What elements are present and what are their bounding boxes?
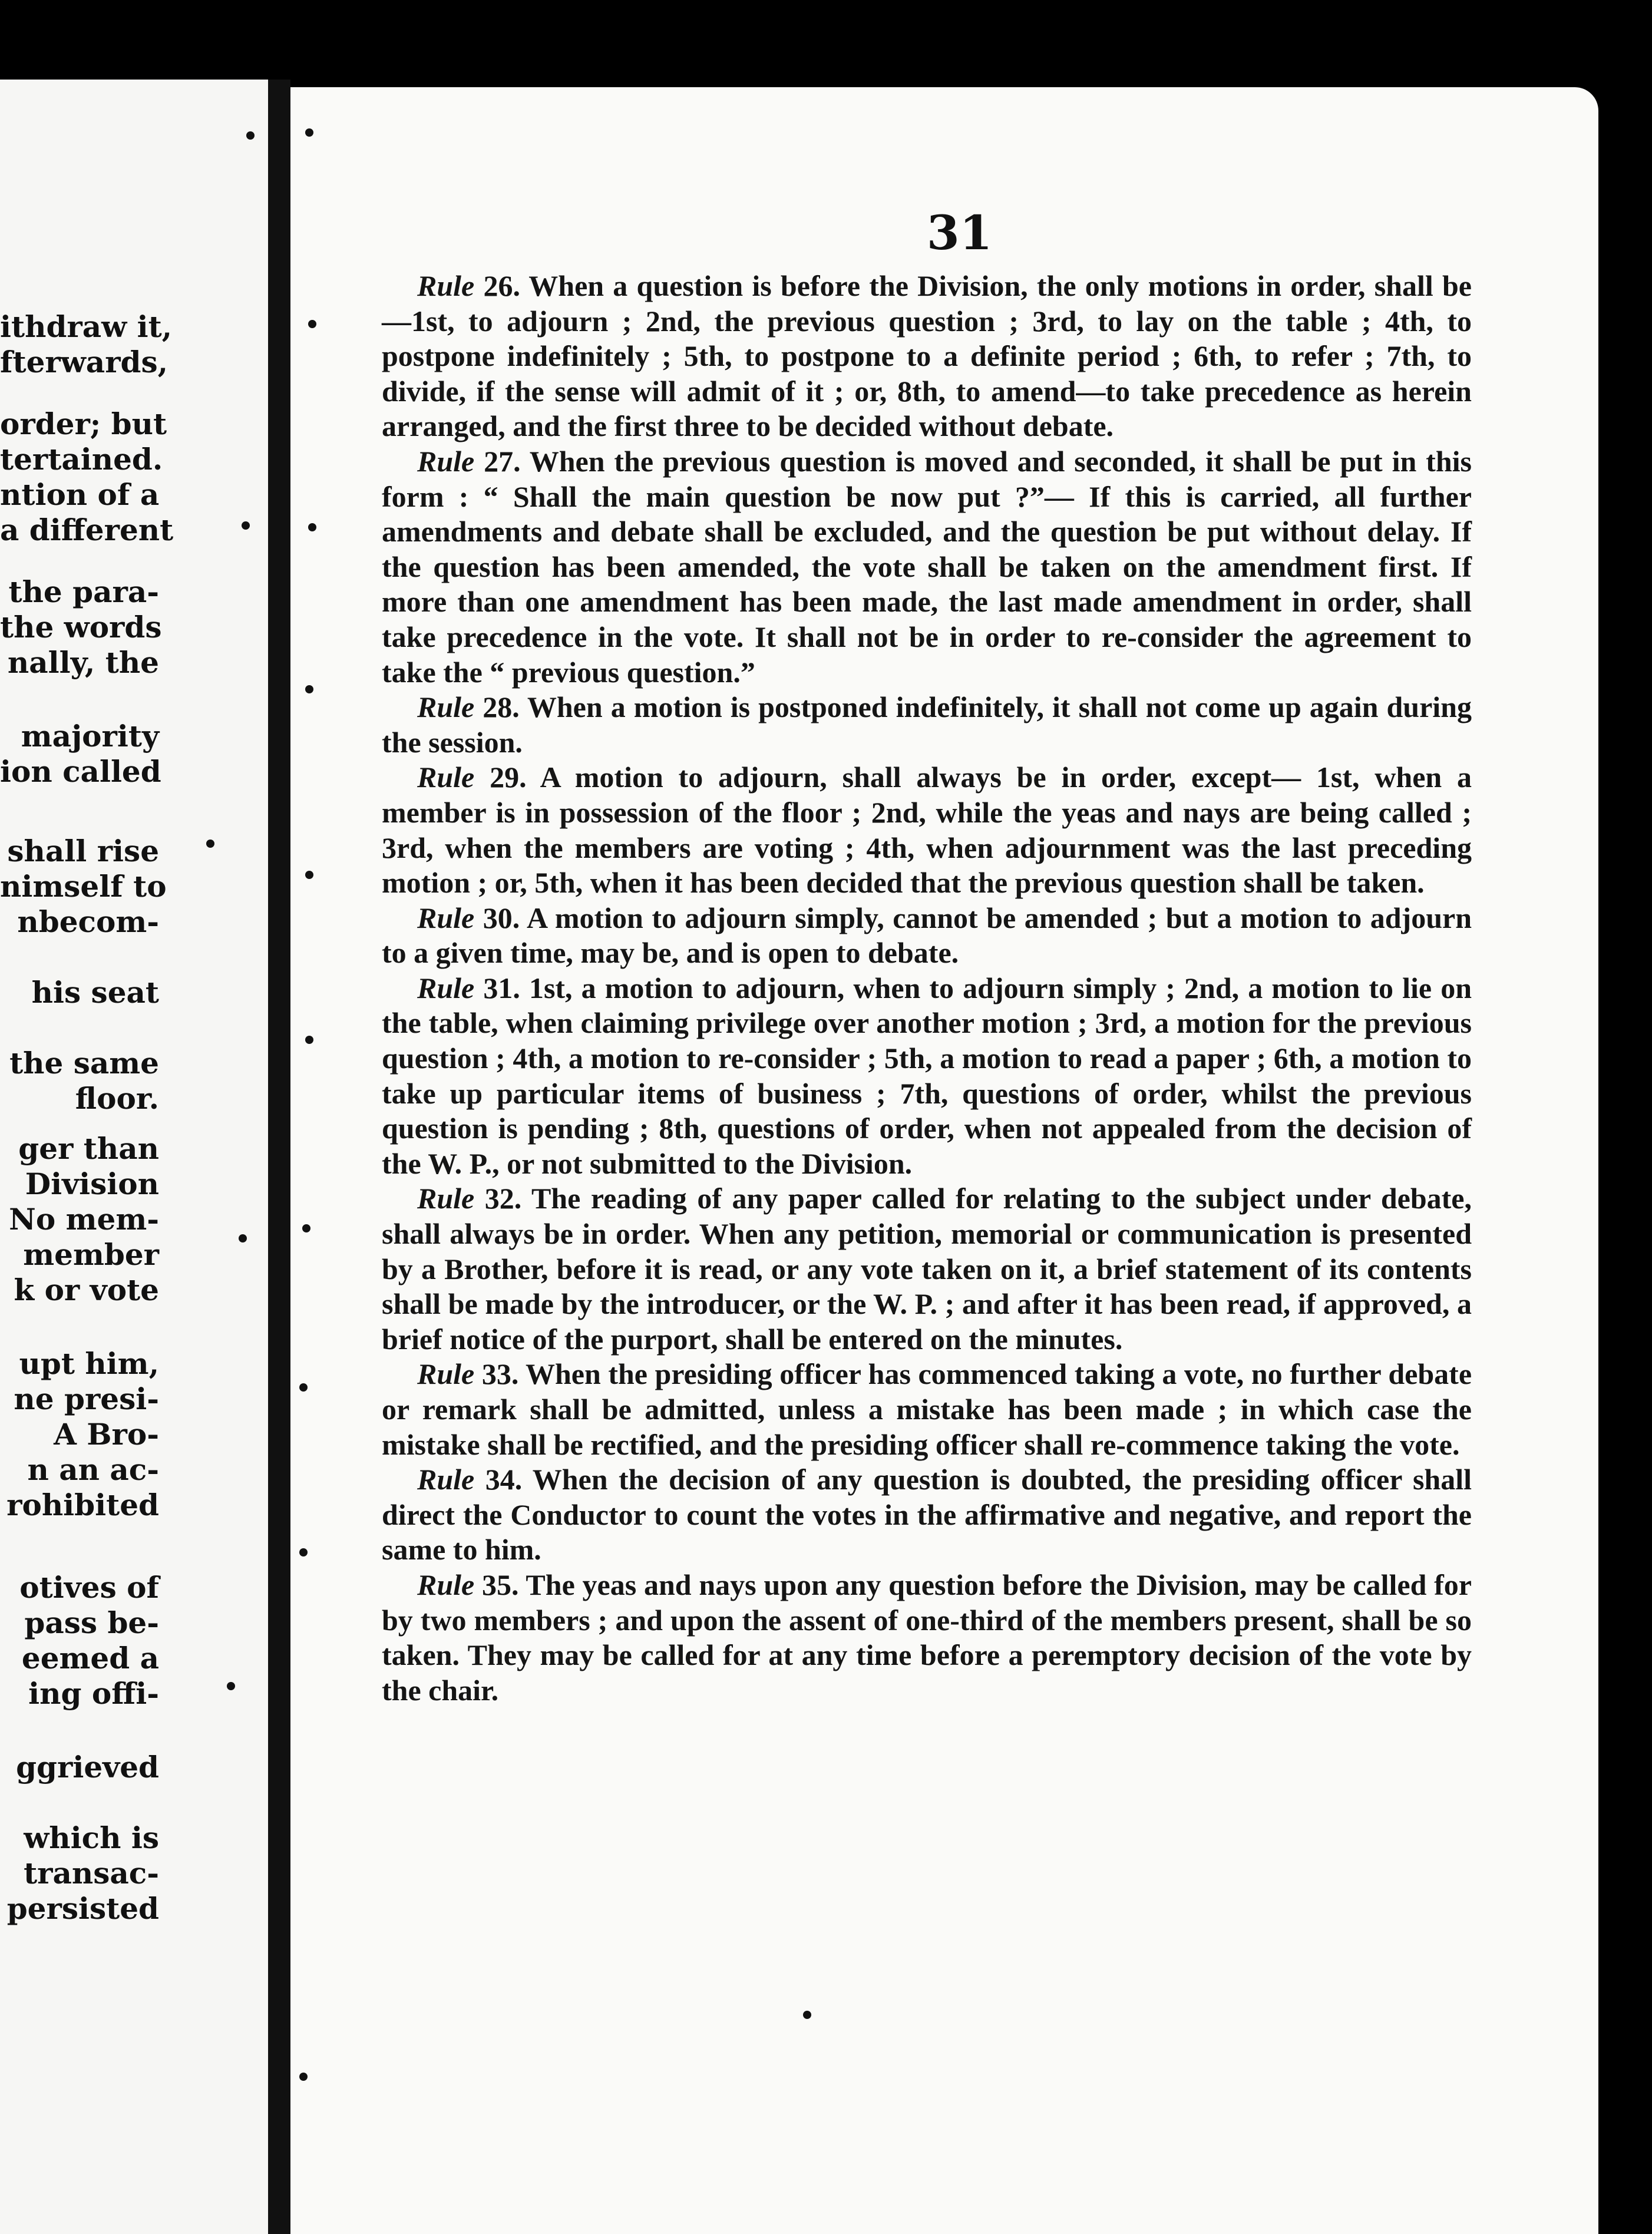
rule-31 (382, 971, 1472, 1182)
rule-label: Rule (417, 444, 475, 478)
left-fragment: ing offi- (28, 1676, 159, 1711)
left-fragment: the words (0, 610, 162, 645)
left-fragment: the para- (8, 574, 159, 609)
left-fragment: his seat (31, 975, 159, 1010)
rule-28 (382, 690, 1472, 760)
rule-34 (382, 1462, 1472, 1568)
rule-text: A motion to adjourn simply, cannot be amended ; but a motion to adjourn to a given time, may be, and is open to debate. (382, 901, 1472, 970)
margin-mark (308, 320, 316, 328)
left-fragment: nbecom- (17, 904, 159, 939)
margin-mark (242, 521, 250, 530)
book-gutter (268, 80, 290, 2234)
margin-mark (227, 1682, 235, 1690)
rule-label: Rule (417, 1463, 475, 1496)
left-fragment: order; but (0, 407, 167, 441)
left-fragment: a different (0, 513, 174, 547)
rule-35 (382, 1568, 1472, 1708)
left-fragment: ne presi- (14, 1382, 159, 1416)
rule-26 (382, 269, 1472, 444)
left-fragment: transac- (24, 1856, 159, 1891)
left-fragment: nimself to (0, 869, 167, 904)
left-fragment: k or vote (14, 1273, 159, 1307)
rule-label: Rule (417, 1357, 475, 1391)
rule-number: 30. (483, 901, 520, 934)
left-fragment: A Bro- (54, 1417, 159, 1452)
left-fragment: nally, the (7, 645, 159, 680)
rule-33 (382, 1357, 1472, 1462)
rule-number: 28. (483, 690, 520, 724)
left-fragment: ggrieved (16, 1750, 159, 1784)
left-fragment: No mem- (9, 1202, 159, 1237)
rule-number: 35. (482, 1568, 519, 1601)
margin-mark (299, 2073, 308, 2081)
margin-mark (206, 840, 214, 848)
right-page (290, 87, 1598, 2234)
left-fragment: which is (24, 1820, 159, 1855)
margin-mark (308, 523, 316, 531)
left-fragment: upt him, (19, 1346, 159, 1381)
rule-text: When the decision of any question is doubted, the presiding officer shall direct the Conductor to count the votes in the affirmative and negative, and report the same to him. (382, 1463, 1472, 1567)
left-fragment: fterwards, (0, 345, 168, 379)
rule-text: When a question is before the Division, the only motions in order, shall be—1st, to adjourn ; 2nd, the previous question ; 3rd, to lay on the table ; 4th, to postpone indefinitely ; 5th, to postpone to a definite period ; 6th, to refer ; 7th, to divide, if the sense will admit of it ; or, 8th, to amend—to take precedence as herein arranged, and the first three to be decided without debate. (382, 269, 1472, 443)
rule-text: The reading of any paper called for relating to the subject under debate, shall always be in order. When any petition, memorial or communication is presented by a Brother, before it is read, or any vote taken on it, a brief statement of its contents shall be made by the introducer, or the W. P. ; and after it has been read, if approved, a brief notice of the purport, shall be entered on the minutes. (382, 1182, 1472, 1356)
rule-30 (382, 901, 1472, 971)
rule-label: Rule (417, 690, 475, 724)
left-fragment: tertained. (0, 442, 163, 477)
rule-27 (382, 444, 1472, 690)
margin-mark (305, 128, 313, 137)
left-fragment: ithdraw it, (0, 309, 173, 344)
left-fragment: ger than (18, 1131, 159, 1166)
left-fragment: persisted (6, 1891, 159, 1926)
left-fragment: pass be- (24, 1605, 159, 1640)
margin-mark (305, 871, 313, 879)
rule-text: A motion to adjourn, shall always be in order, except— 1st, when a member is in possession of the floor ; 2nd, while the yeas and nays are being called ; 3rd, when the members are voting ; 4th, when adjournment was the last preceding motion ; or, 5th, when it has been decided that the previous question shall be taken. (382, 761, 1472, 900)
rule-32 (382, 1181, 1472, 1357)
rule-text: When the previous question is moved and seconded, it shall be put in this form : “ Shall the main question be now put ?”— If this is carried, all further amendments and debate shall be excluded, and the question be put without delay. If the question has been amended, the vote shall be taken on the amendment first. If more than one amendment has been made, the last made amendment in order, shall take precedence in the vote. It shall not be in order to re-consider the agreement to take the “ previous question.” (382, 444, 1472, 689)
margin-mark (803, 2011, 811, 2019)
rule-number: 32. (484, 1182, 522, 1215)
rule-text: When the presiding officer has commenced taking a vote, no further debate or remark shall be admitted, unless a mistake has been made ; in which case the mistake shall be rectified, and the presiding officer shall re-commence taking the vote. (382, 1357, 1472, 1461)
left-fragment: Division (25, 1166, 159, 1201)
margin-mark (299, 1548, 308, 1556)
rules-text (382, 269, 1472, 1708)
rule-label: Rule (417, 901, 475, 934)
left-fragment: otives of (19, 1570, 159, 1605)
rule-number: 31. (483, 971, 520, 1004)
margin-mark (246, 131, 255, 140)
left-fragment: ntion of a (0, 477, 160, 512)
rule-label: Rule (417, 269, 475, 302)
rule-number: 27. (484, 444, 521, 478)
rule-label: Rule (417, 1568, 475, 1601)
left-fragment: shall rise (7, 834, 159, 868)
left-fragment: member (23, 1237, 159, 1272)
margin-mark (239, 1234, 247, 1242)
rule-label: Rule (417, 761, 475, 794)
left-fragment: floor. (75, 1081, 159, 1116)
margin-mark (305, 1036, 313, 1044)
left-fragment: n an ac- (27, 1452, 159, 1487)
page-number: 31 (927, 205, 993, 260)
rule-label: Rule (417, 1182, 475, 1215)
left-fragment: majority (21, 719, 159, 754)
rule-number: 33. (481, 1357, 519, 1391)
rule-number: 34. (485, 1463, 523, 1496)
margin-mark (299, 1383, 308, 1392)
rule-text: When a motion is postponed indefinitely, it shall not come up again during the session. (382, 690, 1472, 759)
margin-mark (305, 685, 313, 693)
left-fragment: rohibited (6, 1488, 159, 1522)
rule-text: The yeas and nays upon any question before the Division, may be called for by two members ; and upon the assent of one-third of the members present, shall be so taken. They may be called for at any time before a peremptory decision of the vote by the chair. (382, 1568, 1472, 1707)
rule-29 (382, 760, 1472, 900)
rule-number: 29. (490, 761, 527, 794)
rule-text: 1st, a motion to adjourn, when to adjourn simply ; 2nd, a motion to lie on the table, when claiming privilege over another motion ; 3rd, a motion for the previous question ; 4th, a motion to re-consider ; 5th, a motion to read a paper ; 6th, a motion to take up particular items of business ; 7th, questions of order, whilst the previous question is pending ; 8th, questions of order, when not appealed from the decision of the W. P., or not submitted to the Division. (382, 971, 1472, 1180)
left-fragment: eemed a (21, 1641, 159, 1676)
rule-label: Rule (417, 971, 475, 1004)
margin-mark (302, 1224, 310, 1232)
left-fragment: the same (9, 1046, 159, 1080)
rule-number: 26. (483, 269, 520, 302)
left-fragment: ion called (0, 754, 161, 789)
left-page (0, 80, 268, 2234)
